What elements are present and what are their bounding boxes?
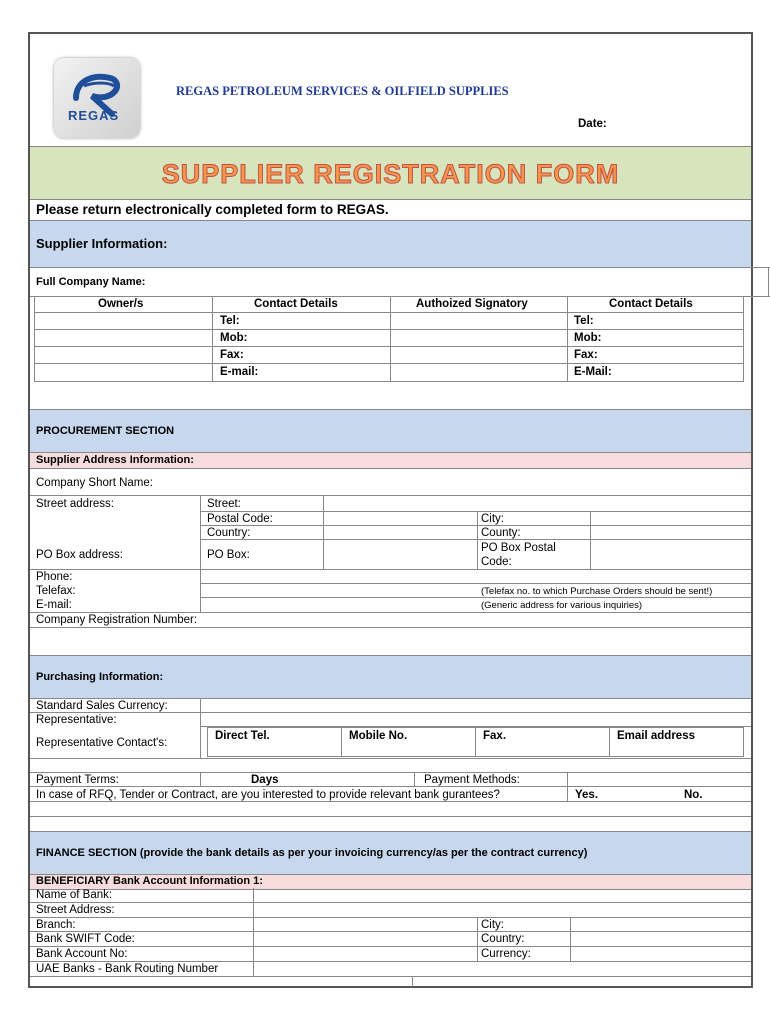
owner-tel-label: Tel: xyxy=(220,315,240,327)
signatory-email-label: E-Mail: xyxy=(574,366,612,378)
telefax-note: (Telefax no. to which Purchase Orders should be sent!) xyxy=(481,586,713,597)
signatory-column-header: Authoized Signatory xyxy=(416,298,528,310)
signatory-mob-label: Mob: xyxy=(574,332,602,344)
instruction-text: Please return electronically completed form to REGAS. xyxy=(36,202,389,217)
purchasing-heading: Purchasing Information: xyxy=(36,671,164,683)
mobile-no-header: Mobile No. xyxy=(349,730,408,742)
contact-details-column-header: Contact Details xyxy=(254,298,338,310)
representative-label: Representative: xyxy=(36,714,117,726)
fax-header: Fax. xyxy=(483,730,507,742)
bank-country-label: Country: xyxy=(481,933,525,945)
bank-currency-label: Currency: xyxy=(481,948,531,960)
company-short-name-label: Company Short Name: xyxy=(36,477,153,489)
no-option[interactable]: No. xyxy=(684,789,703,801)
date-label: Date: xyxy=(578,118,607,130)
swift-code-label: Bank SWIFT Code: xyxy=(36,933,135,945)
regas-logo xyxy=(54,58,140,138)
procurement-heading: PROCUREMENT SECTION xyxy=(36,425,175,437)
country-label: Country: xyxy=(207,527,251,539)
routing-number-label: UAE Banks - Bank Routing Number xyxy=(36,963,219,975)
bank-guarantee-question: In case of RFQ, Tender or Contract, are you interested to provide relevant bank gurantees? xyxy=(36,789,500,801)
street-label: Street: xyxy=(207,498,241,510)
email-address-header: Email address xyxy=(617,730,695,742)
bank-subheading: BENEFICIARY Bank Account Information 1: xyxy=(36,875,263,887)
form-title: SUPPLIER REGISTRATION FORM xyxy=(161,159,620,189)
account-no-label: Bank Account No: xyxy=(36,948,128,960)
regas-logo-mark-icon xyxy=(54,58,140,138)
days-label: Days xyxy=(251,774,279,786)
phone-label: Phone: xyxy=(36,571,73,583)
email-note: (Generic address for various inquiries) xyxy=(481,600,643,611)
supplier-info-heading: Supplier Information: xyxy=(36,236,168,251)
representative-contacts-label: Representative Contact's: xyxy=(36,737,168,749)
company-registration-label: Company Registration Number: xyxy=(36,614,198,626)
finance-heading: FINANCE SECTION (provide the bank details as per your invoicing currency/as per the contract currency) xyxy=(36,847,588,859)
po-box-address-label: PO Box address: xyxy=(36,549,123,561)
telefax-label: Telefax: xyxy=(36,585,76,597)
owners-column-header: Owner/s xyxy=(98,298,144,310)
owner-email-label: E-mail: xyxy=(220,366,259,378)
logo-text: REGAS xyxy=(68,108,120,123)
signatory-tel-label: Tel: xyxy=(574,315,594,327)
company-name-heading: REGAS PETROLEUM SERVICES & OILFIELD SUPPLIES xyxy=(176,84,509,98)
owner-mob-label: Mob: xyxy=(220,332,248,344)
city-label: City: xyxy=(481,513,504,525)
payment-terms-label: Payment Terms: xyxy=(36,774,119,786)
county-label: County: xyxy=(481,527,521,539)
street-address-label: Street address: xyxy=(36,498,114,510)
bank-city-label: City: xyxy=(481,919,504,931)
owner-fax-label: Fax: xyxy=(220,349,244,361)
address-subheading: Supplier Address Information: xyxy=(36,454,194,466)
full-company-name-label: Full Company Name: xyxy=(36,276,146,288)
bank-street-address-label: Street Address: xyxy=(36,904,115,916)
po-box-postal-label-line2: Code: xyxy=(481,556,512,568)
direct-tel-header: Direct Tel. xyxy=(215,730,270,742)
postal-code-label: Postal Code: xyxy=(207,513,273,525)
po-box-postal-label-line1: PO Box Postal xyxy=(481,542,556,554)
sales-currency-label: Standard Sales Currency: xyxy=(36,700,168,712)
form-title-band xyxy=(30,146,751,200)
po-box-label: PO Box: xyxy=(207,549,250,561)
yes-option[interactable]: Yes. xyxy=(575,789,599,801)
branch-label: Branch: xyxy=(36,919,76,931)
signatory-fax-label: Fax: xyxy=(574,349,598,361)
name-of-bank-label: Name of Bank: xyxy=(36,889,113,901)
signatory-contact-column-header: Contact Details xyxy=(609,298,693,310)
email-label: E-mail: xyxy=(36,599,72,611)
payment-methods-label: Payment Methods: xyxy=(424,774,520,786)
